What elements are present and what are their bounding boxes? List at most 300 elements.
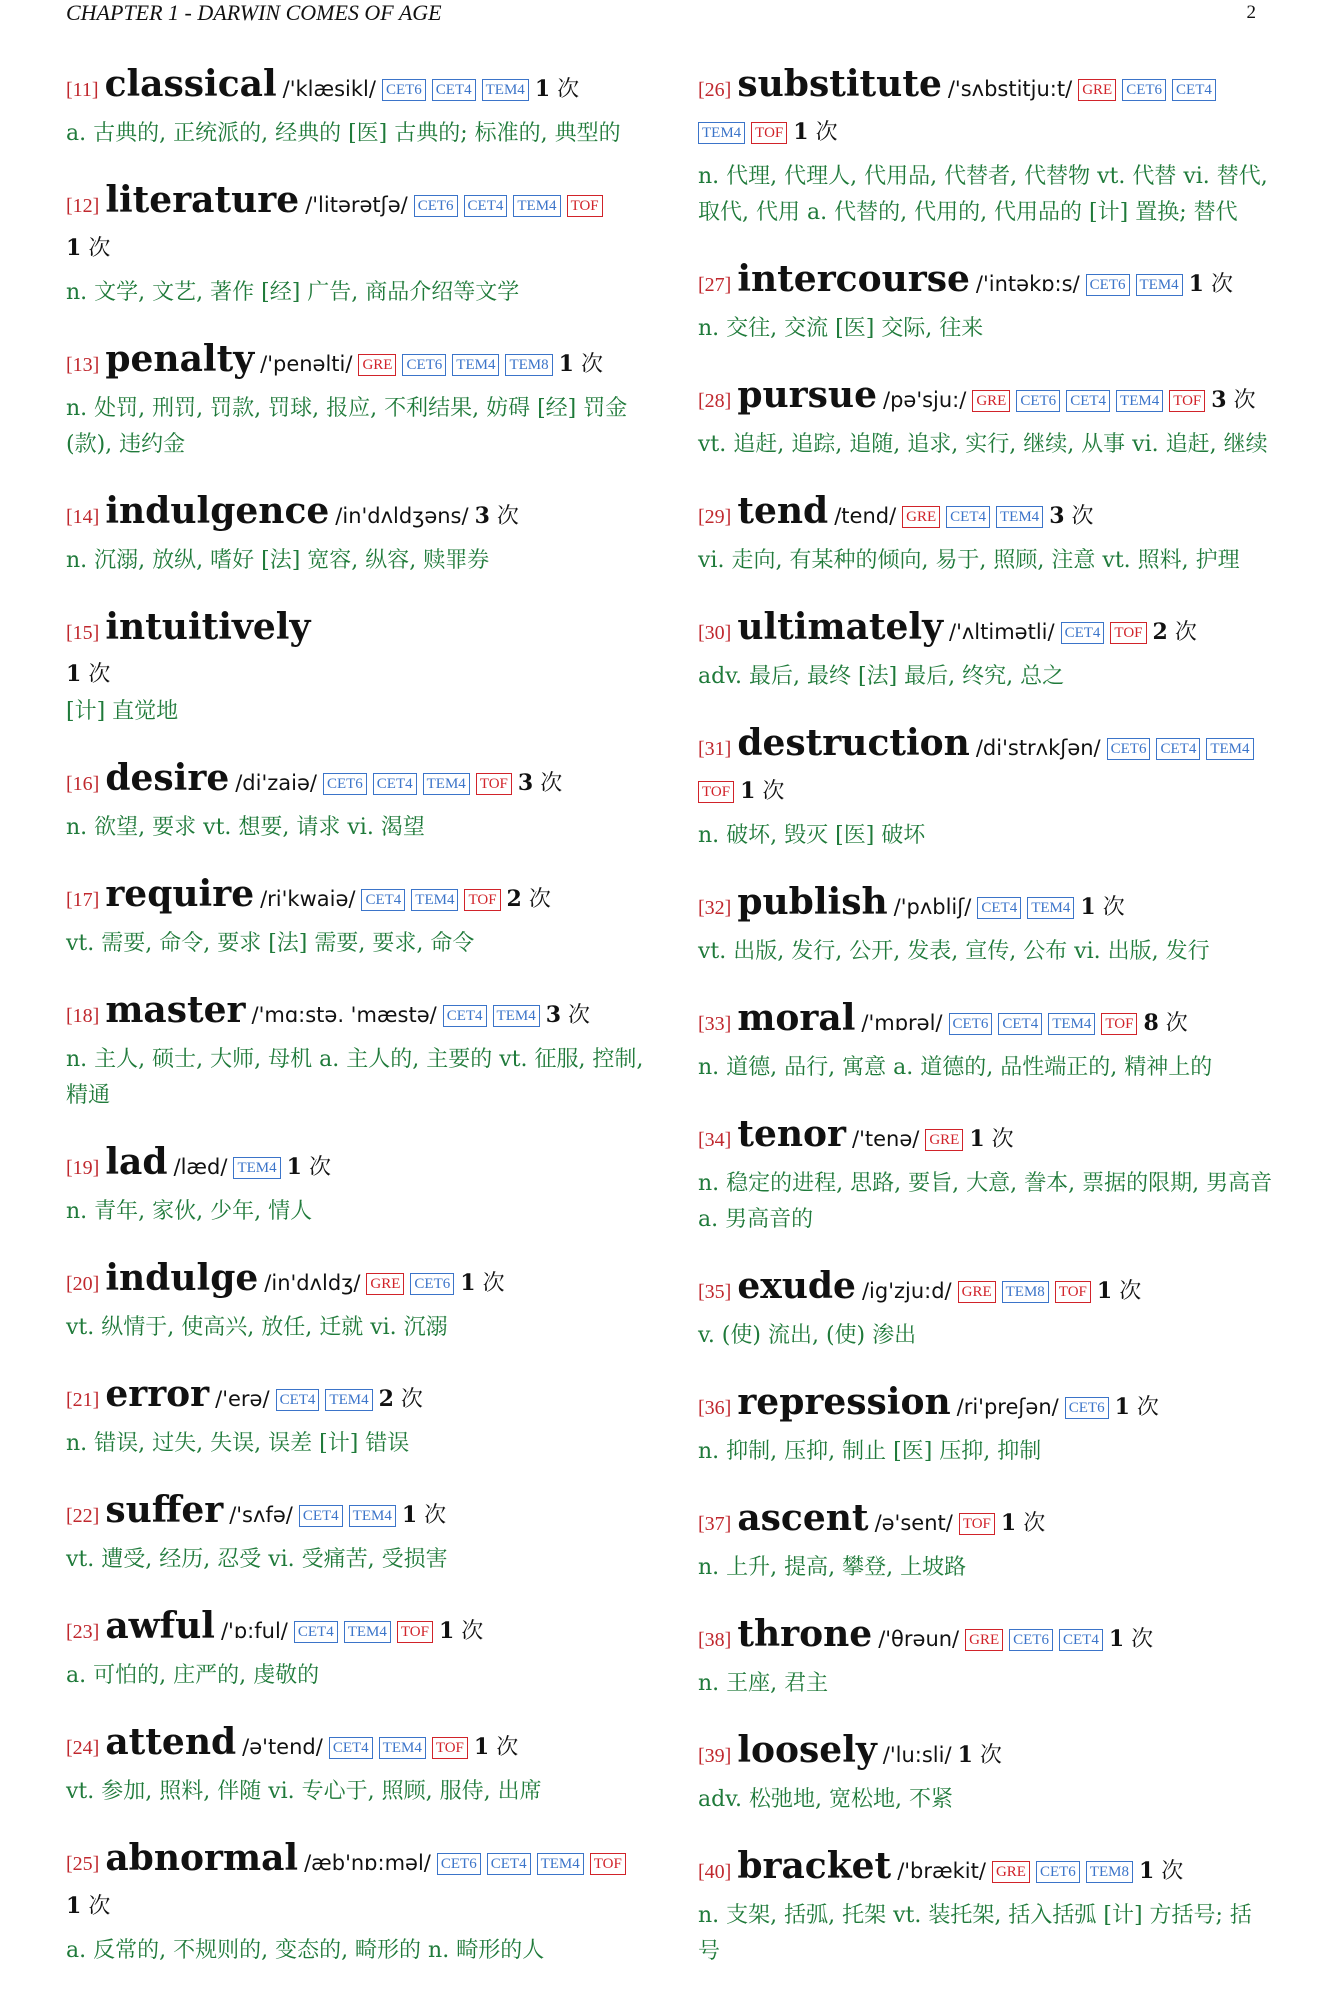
exam-tag: TOF (476, 773, 512, 795)
entry-word: loosely (737, 1729, 877, 1771)
vocab-entry (698, 606, 1273, 695)
entry-number: [13] (66, 354, 100, 376)
entry-number: [28] (698, 390, 732, 412)
count-unit: 次 (424, 1503, 447, 1528)
exam-tag: TOF (1055, 1281, 1091, 1303)
entry-definition: vt. 需要, 命令, 要求 [法] 需要, 要求, 命令 (66, 931, 475, 956)
entry-number: [18] (66, 1005, 100, 1027)
entry-ipa: /'brækit/ (897, 1859, 986, 1883)
entry-number: [22] (66, 1505, 100, 1527)
vocab-entry (66, 873, 651, 962)
exam-tag: TEM4 (233, 1157, 280, 1179)
entry-ipa: /'litərətʃə/ (305, 193, 408, 217)
count-number: 1 (793, 119, 809, 145)
count-number: 2 (506, 886, 522, 912)
entry-ipa: /'mɑ:stə. 'mæstə/ (251, 1003, 437, 1027)
occurrence-count (439, 1619, 483, 1644)
entry-number: [23] (66, 1621, 100, 1643)
exam-tag: CET6 (402, 354, 446, 376)
vocab-entry (66, 606, 651, 730)
occurrence-count (793, 120, 837, 145)
left-column (66, 63, 651, 1999)
entry-number: [33] (698, 1013, 732, 1035)
occurrence-count (475, 504, 519, 529)
entry-word: substitute (737, 63, 942, 105)
entry-definition: a. 反常的, 不规则的, 变态的, 畸形的 n. 畸形的人 (66, 1938, 545, 1963)
entry-number: [25] (66, 1853, 100, 1875)
entry-number: [14] (66, 506, 100, 528)
count-number: 1 (460, 1270, 476, 1296)
exam-tag: CET4 (443, 1005, 487, 1027)
count-unit: 次 (496, 504, 519, 529)
exam-tag: CET6 (1065, 1397, 1109, 1419)
exam-tag: TEM4 (325, 1389, 372, 1411)
entry-number: [27] (698, 274, 732, 296)
count-unit: 次 (979, 1743, 1002, 1768)
vocab-entry (698, 490, 1273, 579)
count-number: 1 (1000, 1510, 1017, 1536)
entry-ipa: /'sʌfə/ (229, 1503, 293, 1527)
entry-number: [34] (698, 1129, 732, 1151)
entry-number: [19] (66, 1157, 100, 1179)
exam-tag: GRE (358, 354, 396, 376)
entry-definition: n. 主人, 硕士, 大师, 母机 a. 主人的, 主要的 vt. 征服, 控制, 精通 (66, 1047, 644, 1108)
vocab-entry (698, 1613, 1273, 1702)
entry-headline (66, 1605, 651, 1656)
count-number: 2 (1152, 619, 1168, 645)
entry-definition: a. 可怕的, 庄严的, 虔敬的 (66, 1663, 320, 1688)
entry-headline (66, 873, 651, 924)
exam-tag: TOF (464, 889, 500, 911)
count-number: 1 (438, 1618, 455, 1644)
occurrence-count (1139, 1859, 1183, 1884)
count-number: 3 (1211, 387, 1227, 413)
entry-word: ultimately (737, 606, 944, 648)
count-unit: 次 (1131, 1627, 1154, 1652)
exam-tag: CET4 (464, 195, 508, 217)
entry-word: ascent (737, 1497, 869, 1539)
entry-headline (698, 1497, 1273, 1548)
entry-definition: n. 文学, 文艺, 著作 [经] 广告, 商品介绍等文学 (66, 280, 520, 305)
exam-tag: CET4 (946, 506, 990, 528)
entry-ipa: /ə'sent/ (874, 1511, 953, 1535)
count-number: 3 (545, 1002, 562, 1028)
exam-tag: CET4 (1061, 622, 1105, 644)
occurrence-count (460, 1271, 504, 1296)
exam-tag: CET6 (382, 79, 426, 101)
vocab-entry (698, 1845, 1273, 1970)
count-unit: 次 (991, 1127, 1014, 1152)
entry-definition: n. 沉溺, 放纵, 嗜好 [法] 宽容, 纵容, 赎罪券 (66, 548, 490, 573)
count-number: 1 (1114, 1394, 1130, 1420)
count-number: 1 (957, 1742, 973, 1768)
count-unit: 次 (540, 771, 563, 796)
occurrence-count (546, 1003, 590, 1028)
entry-word: bracket (737, 1845, 892, 1887)
count-unit: 次 (580, 352, 603, 377)
entry-number: [36] (698, 1397, 732, 1419)
entry-ipa: /'intəkɒ:s/ (975, 272, 1080, 296)
count-unit: 次 (1233, 388, 1256, 413)
entry-word: lad (105, 1141, 168, 1183)
vocab-entry (698, 997, 1273, 1086)
entry-definition: v. (使) 流出, (使) 渗出 (698, 1323, 917, 1348)
count-unit: 次 (308, 1155, 331, 1180)
count-number: 8 (1143, 1010, 1159, 1036)
occurrence-count (518, 771, 562, 796)
entry-headline (698, 997, 1273, 1048)
count-unit: 次 (1210, 272, 1233, 297)
exam-tag: GRE (958, 1281, 996, 1303)
entry-headline (698, 722, 1273, 816)
count-number: 1 (286, 1154, 302, 1180)
exam-tag: TEM4 (1027, 897, 1074, 919)
entry-headline (698, 1113, 1273, 1164)
exam-tag: CET4 (1059, 1629, 1103, 1651)
exam-tag: TEM4 (452, 354, 499, 376)
count-number: 3 (517, 770, 534, 796)
occurrence-count (66, 1894, 110, 1919)
entry-word: publish (737, 881, 888, 923)
entry-definition: n. 稳定的进程, 思路, 要旨, 大意, 誊本, 票据的限期, 男高音 a. 男高音的 (698, 1171, 1273, 1232)
exam-tag: TEM4 (379, 1737, 426, 1759)
count-number: 1 (473, 1734, 490, 1760)
entry-number: [32] (698, 897, 732, 919)
count-unit: 次 (88, 662, 111, 687)
entry-ipa: /tend/ (834, 504, 897, 528)
vocab-entry (66, 1605, 651, 1694)
entry-ipa: /ri'kwaiə/ (260, 887, 356, 911)
entry-word: master (105, 989, 246, 1031)
entry-word: indulgence (105, 490, 330, 532)
entry-definition: a. 古典的, 正统派的, 经典的 [医] 古典的; 标准的, 典型的 (66, 121, 621, 146)
entry-word: literature (105, 179, 300, 221)
count-number: 1 (401, 1502, 418, 1528)
exam-tag: TEM4 (411, 889, 458, 911)
vocab-entry (698, 374, 1273, 463)
entry-ipa: /ə'tend/ (242, 1735, 323, 1759)
exam-tag: CET6 (1009, 1629, 1053, 1651)
entry-definition: adv. 最后, 最终 [法] 最后, 终究, 总之 (698, 664, 1065, 689)
entry-headline (698, 881, 1273, 932)
exam-tag: TOF (751, 122, 787, 144)
count-unit: 次 (1161, 1859, 1184, 1884)
vocab-entry (66, 1141, 651, 1230)
exam-tag: TOF (698, 781, 734, 803)
entry-word: tend (737, 490, 829, 532)
occurrence-count (1097, 1279, 1141, 1304)
count-unit: 次 (815, 120, 838, 145)
exam-tag: TOF (1101, 1013, 1137, 1035)
count-unit: 次 (762, 779, 785, 804)
exam-tag: CET4 (361, 889, 405, 911)
occurrence-count (1153, 620, 1197, 645)
exam-tag: TEM4 (1206, 738, 1253, 760)
exam-tag: CET6 (410, 1273, 454, 1295)
entry-definition: n. 欲望, 要求 vt. 想要, 请求 vi. 渴望 (66, 815, 425, 840)
entry-number: [30] (698, 622, 732, 644)
entry-headline (698, 1729, 1273, 1780)
count-unit: 次 (557, 77, 580, 102)
count-unit: 次 (1165, 1011, 1188, 1036)
entry-definition: n. 处罚, 刑罚, 罚款, 罚球, 报应, 不利结果, 妨碍 [经] 罚金 (款), 违约金 (66, 396, 628, 457)
entry-word: intercourse (737, 258, 970, 300)
entry-word: suffer (105, 1489, 224, 1531)
entry-definition: [计] 直觉地 (66, 699, 179, 724)
vocab-entry (698, 1497, 1273, 1586)
entry-word: tenor (737, 1113, 847, 1155)
exam-tag: CET4 (373, 773, 417, 795)
entry-ipa: /'erə/ (215, 1387, 270, 1411)
vocab-entry (66, 1257, 651, 1346)
count-number: 1 (1080, 894, 1096, 920)
occurrence-count (969, 1127, 1013, 1152)
occurrence-count (287, 1155, 331, 1180)
exam-tag: CET4 (1172, 79, 1216, 101)
count-number: 1 (534, 76, 551, 102)
count-unit: 次 (568, 1003, 591, 1028)
occurrence-count (402, 1503, 446, 1528)
entry-number: [17] (66, 889, 100, 911)
entry-definition: n. 代理, 代理人, 代用品, 代替者, 代替物 vt. 代替 vi. 替代, 取代, 代用 a. 代替的, 代用的, 代用品的 [计] 置换; 替代 (698, 164, 1268, 225)
entry-definition: n. 错误, 过失, 失误, 误差 [计] 错误 (66, 1431, 410, 1456)
exam-tag: CET6 (414, 195, 458, 217)
exam-tag: CET6 (437, 1853, 481, 1875)
count-number: 1 (66, 235, 82, 261)
entry-headline (66, 1141, 651, 1192)
exam-tag: TEM4 (482, 79, 529, 101)
occurrence-count (559, 352, 603, 377)
entry-number: [20] (66, 1273, 100, 1295)
exam-tag: TOF (959, 1513, 995, 1535)
occurrence-count (1115, 1395, 1159, 1420)
entry-definition: vt. 追赶, 追踪, 追随, 追求, 实行, 继续, 从事 vi. 追赶, 继续 (698, 432, 1268, 457)
entry-ipa: /pə'sju:/ (883, 388, 967, 412)
entry-headline (698, 374, 1273, 425)
entry-ipa: /'penəlti/ (260, 352, 353, 376)
count-unit: 次 (1102, 895, 1125, 920)
vocab-entry (66, 490, 651, 579)
vocab-entry (66, 1373, 651, 1462)
exam-tag: TEM4 (513, 195, 560, 217)
vocab-entry (698, 722, 1273, 854)
entry-word: abnormal (105, 1837, 299, 1879)
count-number: 1 (969, 1126, 985, 1152)
count-unit: 次 (1119, 1279, 1142, 1304)
entry-number: [38] (698, 1629, 732, 1651)
entry-headline (66, 1721, 651, 1772)
entry-ipa: /'sʌbstitju:t/ (947, 77, 1073, 101)
exam-tag: CET4 (487, 1853, 531, 1875)
entry-headline (66, 63, 651, 114)
entry-definition: n. 青年, 家伙, 少年, 情人 (66, 1199, 313, 1224)
entry-ipa: /ig'zju:d/ (861, 1279, 952, 1303)
vocab-entry (66, 1489, 651, 1578)
count-number: 1 (1096, 1278, 1113, 1304)
entry-definition: vt. 出版, 发行, 公开, 发表, 宣传, 公布 vi. 出版, 发行 (698, 939, 1210, 964)
chapter-title: CHAPTER 1 - DARWIN COMES OF AGE (66, 0, 442, 25)
entry-number: [16] (66, 773, 100, 795)
count-number: 2 (378, 1386, 394, 1412)
entry-word: desire (105, 757, 230, 799)
entry-headline (66, 1257, 651, 1308)
entry-ipa: /'mɒrəl/ (861, 1011, 943, 1035)
vocab-entry (698, 1113, 1273, 1238)
entry-headline (66, 1373, 651, 1424)
entry-number: [37] (698, 1513, 732, 1535)
entry-word: intuitively (105, 606, 311, 648)
exam-tag: CET6 (1107, 738, 1151, 760)
entry-ipa: /'ɒ:ful/ (220, 1619, 288, 1643)
exam-tag: TEM4 (537, 1853, 584, 1875)
exam-tag: CET4 (1156, 738, 1200, 760)
count-unit: 次 (1023, 1511, 1046, 1536)
page-number: 2 (1246, 2, 1256, 23)
exam-tag: TEM4 (1136, 274, 1183, 296)
count-number: 3 (474, 503, 490, 529)
entry-number: [39] (698, 1745, 732, 1767)
entry-ipa: /in'dʌldʒəns/ (335, 504, 469, 528)
exam-tag: GRE (972, 390, 1010, 412)
exam-tag: CET4 (294, 1621, 338, 1643)
count-unit: 次 (88, 236, 111, 261)
occurrence-count (1143, 1011, 1187, 1036)
exam-tag: TOF (1110, 622, 1146, 644)
exam-tag: TEM4 (349, 1505, 396, 1527)
count-unit: 次 (496, 1735, 519, 1760)
entry-word: awful (105, 1605, 215, 1647)
occurrence-count (1189, 272, 1233, 297)
entry-number: [24] (66, 1737, 100, 1759)
exam-tag: TEM8 (1086, 1861, 1133, 1883)
entry-headline (66, 1489, 651, 1540)
entry-ipa: /'lu:sli/ (882, 1743, 952, 1767)
entry-headline (66, 757, 651, 808)
vocab-entry (66, 1721, 651, 1810)
count-number: 1 (66, 1893, 82, 1919)
vocab-entry (698, 1265, 1273, 1354)
entry-number: [40] (698, 1861, 732, 1883)
exam-tag: TEM4 (1116, 390, 1163, 412)
vocab-entry (66, 1837, 651, 1969)
count-unit: 次 (400, 1387, 423, 1412)
vocab-entry (698, 881, 1273, 970)
occurrence-count (740, 779, 784, 804)
entry-definition: n. 支架, 括弧, 托架 vt. 装托架, 括入括弧 [计] 方括号; 括号 (698, 1903, 1252, 1964)
entry-ipa: /'θrəun/ (878, 1627, 960, 1651)
entry-headline (66, 179, 651, 273)
vocab-entry (698, 1381, 1273, 1470)
occurrence-count (1001, 1511, 1045, 1536)
entry-definition: n. 王座, 君主 (698, 1671, 829, 1696)
entry-ipa: /in'dʌldʒ/ (264, 1271, 361, 1295)
entry-definition: n. 破坏, 毁灭 [医] 破坏 (698, 823, 926, 848)
entry-headline (66, 606, 651, 657)
entry-word: require (105, 873, 255, 915)
exam-tag: CET6 (949, 1013, 993, 1035)
entry-definition: n. 交往, 交流 [医] 交际, 往来 (698, 316, 984, 341)
entry-word: error (105, 1373, 210, 1415)
exam-tag: CET4 (1066, 390, 1110, 412)
exam-tag: CET6 (1036, 1861, 1080, 1883)
entry-definition: vt. 纵情于, 使高兴, 放任, 迁就 vi. 沉溺 (66, 1315, 448, 1340)
entry-definition: n. 抑制, 压抑, 制止 [医] 压抑, 抑制 (698, 1439, 1042, 1464)
entry-number: [15] (66, 622, 100, 644)
exam-tag: CET6 (323, 773, 367, 795)
vocab-entry (698, 1729, 1273, 1818)
exam-tag: GRE (1078, 79, 1116, 101)
count-number: 1 (1188, 271, 1204, 297)
occurrence-count (66, 662, 110, 687)
occurrence-count-line (66, 657, 651, 692)
count-number: 1 (66, 661, 82, 687)
vocab-entry (66, 179, 651, 311)
count-unit: 次 (528, 887, 551, 912)
exam-tag: TEM4 (344, 1621, 391, 1643)
exam-tag: CET4 (977, 897, 1021, 919)
entry-ipa: /læd/ (173, 1155, 228, 1179)
entry-ipa: /'pʌbliʃ/ (893, 895, 972, 919)
exam-tag: TEM4 (1048, 1013, 1095, 1035)
entry-definition: vi. 走向, 有某种的倾向, 易于, 照顾, 注意 vt. 照料, 护理 (698, 548, 1240, 573)
entry-word: pursue (737, 374, 877, 416)
exam-tag: TOF (590, 1853, 626, 1875)
exam-tag: TEM8 (505, 354, 552, 376)
entry-headline (698, 1381, 1273, 1432)
exam-tag: CET6 (1086, 274, 1130, 296)
exam-tag: TOF (567, 195, 603, 217)
entry-number: [12] (66, 195, 100, 217)
count-unit: 次 (482, 1271, 505, 1296)
vocab-entry (66, 989, 651, 1114)
entry-number: [21] (66, 1389, 100, 1411)
entry-definition: n. 道德, 品行, 寓意 a. 道德的, 品性端正的, 精神上的 (698, 1055, 1213, 1080)
vocab-entry (66, 338, 651, 463)
entry-definition: vt. 遭受, 经历, 忍受 vi. 受痛苦, 受损害 (66, 1547, 448, 1572)
entry-number: [31] (698, 738, 732, 760)
vocab-entry (66, 63, 651, 152)
occurrence-count (535, 77, 579, 102)
count-number: 1 (1138, 1858, 1155, 1884)
exam-tag: TOF (1169, 390, 1205, 412)
entry-word: repression (737, 1381, 951, 1423)
exam-tag: GRE (366, 1273, 404, 1295)
exam-tag: TEM4 (493, 1005, 540, 1027)
exam-tag: GRE (992, 1861, 1030, 1883)
exam-tag: CET4 (276, 1389, 320, 1411)
entry-headline (698, 258, 1273, 309)
entry-word: penalty (105, 338, 255, 380)
entry-number: [29] (698, 506, 732, 528)
entry-headline (66, 338, 651, 389)
occurrence-count (1109, 1627, 1153, 1652)
entry-ipa: /æb'nɒ:məl/ (304, 1851, 431, 1875)
entry-word: moral (737, 997, 856, 1039)
exam-tag: GRE (965, 1629, 1003, 1651)
count-number: 1 (740, 778, 756, 804)
count-unit: 次 (1136, 1395, 1159, 1420)
count-unit: 次 (461, 1619, 484, 1644)
count-number: 1 (558, 351, 574, 377)
entry-word: indulge (105, 1257, 259, 1299)
entry-number: [26] (698, 79, 732, 101)
entry-ipa: /'klæsikl/ (282, 77, 376, 101)
entry-headline (66, 490, 651, 541)
exam-tag: CET4 (299, 1505, 343, 1527)
occurrence-count (958, 1743, 1002, 1768)
entry-word: exude (737, 1265, 856, 1307)
entry-number: [35] (698, 1281, 732, 1303)
